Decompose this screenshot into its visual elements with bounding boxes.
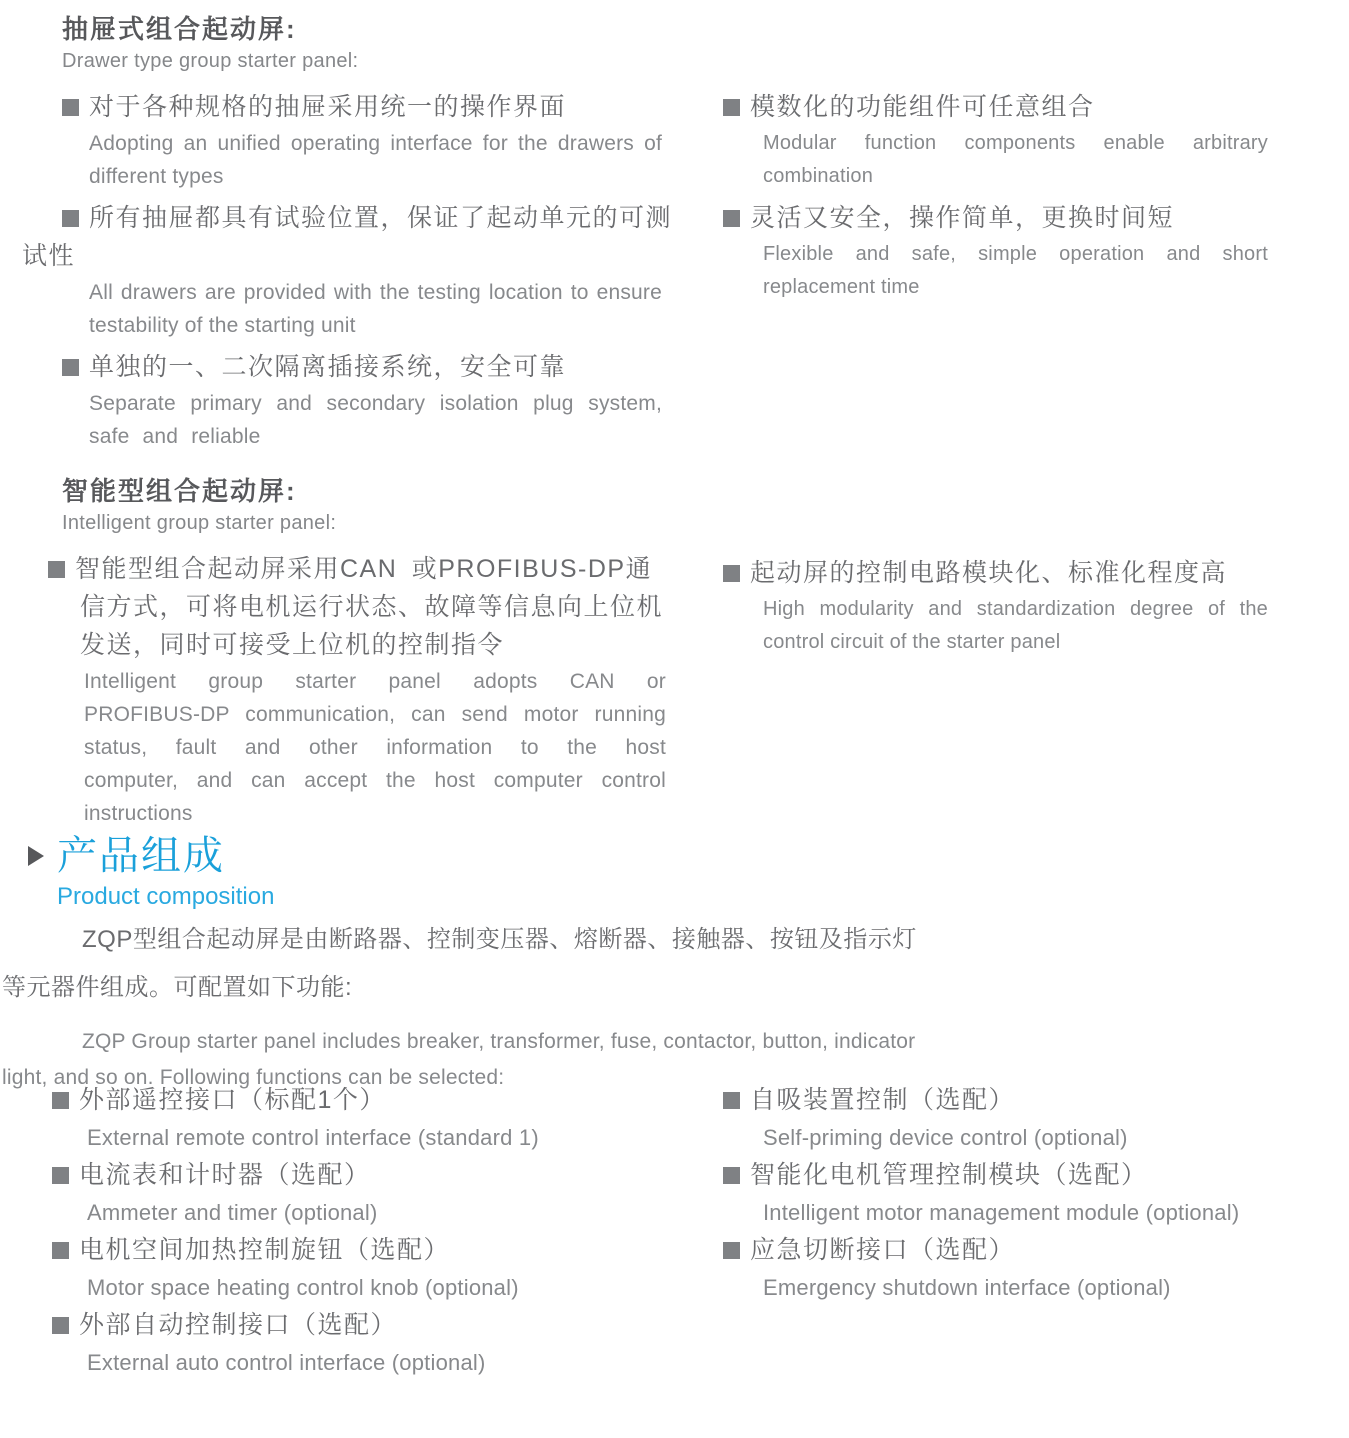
list-item-en: Separate primary and secondary isolation plug system, safe and reliable <box>89 392 662 448</box>
bullet-square-icon <box>723 565 740 582</box>
section-drawer-left <box>22 12 673 459</box>
list-item <box>723 1157 1303 1231</box>
section-intelligent-right <box>723 554 1268 665</box>
list-item-zh-text: 电机空间加热控制旋钮（选配） <box>79 1236 451 1264</box>
bullet-square-icon <box>723 1242 740 1259</box>
list-item-zh <box>22 199 682 275</box>
list-item-en: External remote control interface (standard 1) <box>87 1125 539 1150</box>
list-item-zh-text: 应急切断接口（选配） <box>750 1236 1016 1264</box>
list-item-zh-text: 电流表和计时器（选配） <box>79 1161 371 1189</box>
list-item-en: High modularity and standardization degree of the control circuit of the starter panel <box>763 598 1268 653</box>
list-item-zh-text: 智能型组合起动屏采用CAN 或PROFIBUS-DP通信方式，可将电机运行状态、故障等信息向上位机发送，同时可接受上位机的控制指令 <box>75 555 664 659</box>
composition-paragraphs <box>2 916 937 1096</box>
composition-title-en: Product composition <box>57 883 275 910</box>
list-item <box>723 199 1268 304</box>
list-item-en: Self-priming device control (optional) <box>763 1125 1128 1150</box>
list-item-zh-text: 单独的一、二次隔离插接系统，安全可靠 <box>89 353 567 381</box>
list-item-zh <box>52 1232 652 1269</box>
list-item-zh <box>48 550 666 664</box>
section-arrow-icon <box>28 846 44 866</box>
list-item-en: Intelligent group starter panel adopts CAN or PROFIBUS-DP communication, can send motor running status, fault and other information to the host computer, and can accept the host computer control instructions <box>84 670 666 825</box>
bullet-square-icon <box>48 561 65 578</box>
list-item <box>52 1232 652 1306</box>
function-list-right <box>723 1082 1303 1307</box>
list-item <box>723 88 1268 193</box>
section-drawer-right <box>723 88 1268 310</box>
list-item <box>62 348 662 453</box>
bullet-square-icon <box>52 1167 69 1184</box>
list-item <box>48 550 666 830</box>
bullet-square-icon <box>52 1092 69 1109</box>
list-item-zh <box>723 554 1268 592</box>
list-item-zh-text: 对于各种规格的抽屉采用统一的操作界面 <box>89 93 567 121</box>
list-item-en: Modular function components enable arbitrary combination <box>763 132 1268 187</box>
list-item-en: External auto control interface (optional) <box>87 1350 486 1375</box>
bullet-square-icon <box>723 210 740 227</box>
composition-paragraph-zh: ZQP型组合起动屏是由断路器、控制变压器、熔断器、接触器、按钮及指示灯等元器件组成。可配置如下功能: <box>2 926 917 1001</box>
composition-paragraph-en: ZQP Group starter panel includes breaker, transformer, fuse, contactor, button, indicator light, and so on. Following functions can be selected: <box>2 1030 916 1089</box>
bullet-square-icon <box>723 1092 740 1109</box>
section-heading-zh: 抽屉式组合起动屏: <box>62 14 297 44</box>
list-item-en: Adopting an unified operating interface for the drawers of different types <box>89 132 662 188</box>
list-item-zh-text: 智能化电机管理控制模块（选配） <box>750 1161 1148 1189</box>
bullet-square-icon <box>723 99 740 116</box>
section-heading-zh: 智能型组合起动屏: <box>62 476 297 506</box>
list-item-en: Ammeter and timer (optional) <box>87 1200 378 1225</box>
list-item-zh-text: 灵活又安全，操作简单，更换时间短 <box>750 204 1175 232</box>
composition-header <box>28 832 274 912</box>
list-item-zh <box>723 1232 1303 1269</box>
list-item <box>52 1307 652 1381</box>
list-item-zh <box>62 348 662 386</box>
list-item <box>723 1082 1303 1156</box>
composition-title-zh: 产品组成 <box>57 834 225 878</box>
list-item-en: Intelligent motor management module (optional) <box>763 1200 1240 1225</box>
list-item <box>52 1082 652 1156</box>
bullet-square-icon <box>52 1317 69 1334</box>
bullet-square-icon <box>62 99 79 116</box>
list-item-zh-text: 外部遥控接口（标配1个） <box>79 1086 386 1114</box>
list-item-zh-text: 所有抽屉都具有试验位置，保证了起动单元的可测试性 <box>22 204 673 270</box>
composition-title-row <box>28 832 274 880</box>
list-item <box>62 88 662 193</box>
bullet-square-icon <box>723 1167 740 1184</box>
function-list-left <box>52 1082 652 1382</box>
section-intelligent-left <box>48 474 666 836</box>
list-item-en: Motor space heating control knob (optional) <box>87 1275 519 1300</box>
list-item <box>52 1157 652 1231</box>
list-item <box>723 1232 1303 1306</box>
section-heading-en: Intelligent group starter panel: <box>62 512 337 534</box>
list-item-zh-text: 外部自动控制接口（选配） <box>79 1311 398 1339</box>
bullet-square-icon <box>62 359 79 376</box>
list-item-en: Emergency shutdown interface (optional) <box>763 1275 1171 1300</box>
list-item-zh <box>52 1157 652 1194</box>
list-item-zh <box>62 88 662 126</box>
list-item-zh <box>52 1082 652 1119</box>
section-heading-en: Drawer type group starter panel: <box>62 50 359 72</box>
list-item-zh <box>723 1157 1303 1194</box>
list-item <box>723 554 1268 659</box>
list-item-zh <box>723 1082 1303 1119</box>
list-item <box>22 199 673 342</box>
list-item-zh <box>52 1307 652 1344</box>
list-item-en: Flexible and safe, simple operation and short replacement time <box>763 243 1268 298</box>
bullet-square-icon <box>62 210 79 227</box>
list-item-zh-text: 自吸装置控制（选配） <box>750 1086 1016 1114</box>
bullet-square-icon <box>52 1242 69 1259</box>
list-item-zh-text: 模数化的功能组件可任意组合 <box>750 93 1095 121</box>
list-item-zh-text: 起动屏的控制电路模块化、标准化程度高 <box>750 559 1228 587</box>
list-item-zh <box>723 199 1268 237</box>
list-item-zh <box>723 88 1268 126</box>
list-item-en: All drawers are provided with the testing location to ensure testability of the starting unit <box>89 281 662 337</box>
